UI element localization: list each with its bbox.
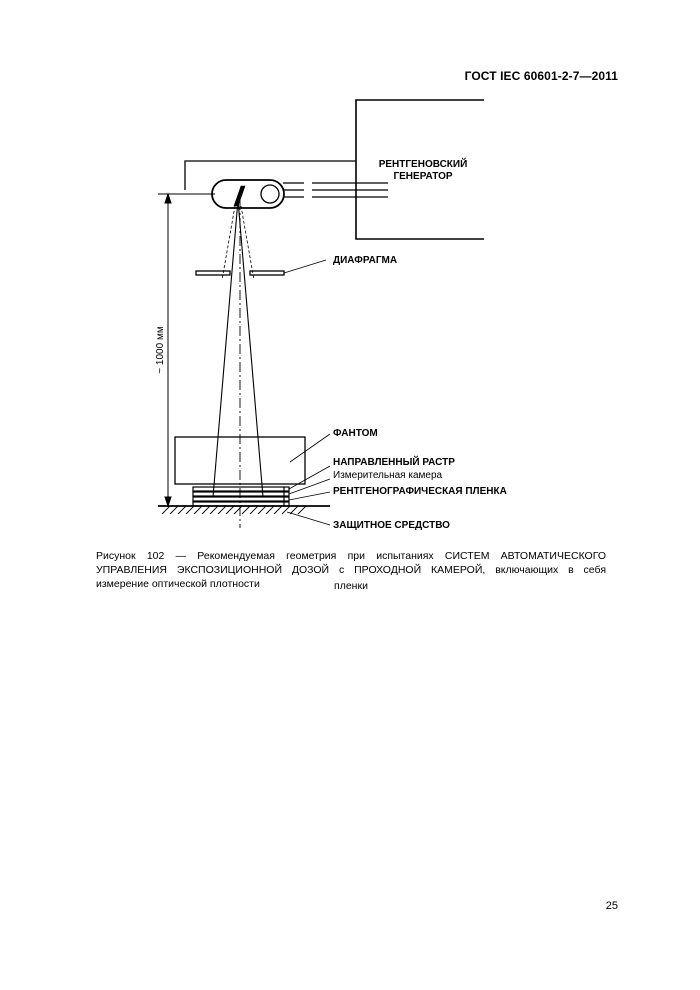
grid-label: НАПРАВЛЕННЫЙ РАСТР [333,457,455,468]
generator-cable [185,161,388,197]
detector-stack [193,487,289,506]
protection-label: ЗАЩИТНОЕ СРЕДСТВО [333,520,450,531]
generator-label-line1: РЕНТГЕНОВСКИЙ [378,159,468,170]
distance-dimension [158,194,215,506]
xray-tube [212,180,284,208]
diaphragm-label: ДИАФРАГМА [333,255,398,266]
diaphragm-leader [284,260,326,273]
document-standard-header: ГОСТ IEC 60601-2-7—2011 [464,69,618,83]
xray-beam [213,200,263,528]
generator-label-line2: ГЕНЕРАТОР [393,171,453,182]
figure-caption: Рисунок 102 — Рекомендуемая геометрия при испытаниях СИСТЕМ АВТОМАТИЧЕСКОГО УПРАВЛЕНИЯ ЭКСПОЗИЦИОННОЙ ДОЗОЙ с ПРОХОДНОЙ КАМЕРОЙ, включающих в себя измерение оптической плотности [96,550,606,590]
phantom-label: ФАНТОМ [333,428,378,439]
label-leaders [287,466,330,525]
distance-label: ~ 1000 мм [155,326,166,374]
protective-device [158,506,330,514]
page-number: 25 [605,900,618,912]
figure-caption-end: пленки [334,580,368,592]
chamber-label: Измерительная камера [333,470,443,481]
film-label: РЕНТГЕНОГРАФИЧЕСКАЯ ПЛЕНКА [333,486,507,497]
phantom-leader [290,434,330,462]
